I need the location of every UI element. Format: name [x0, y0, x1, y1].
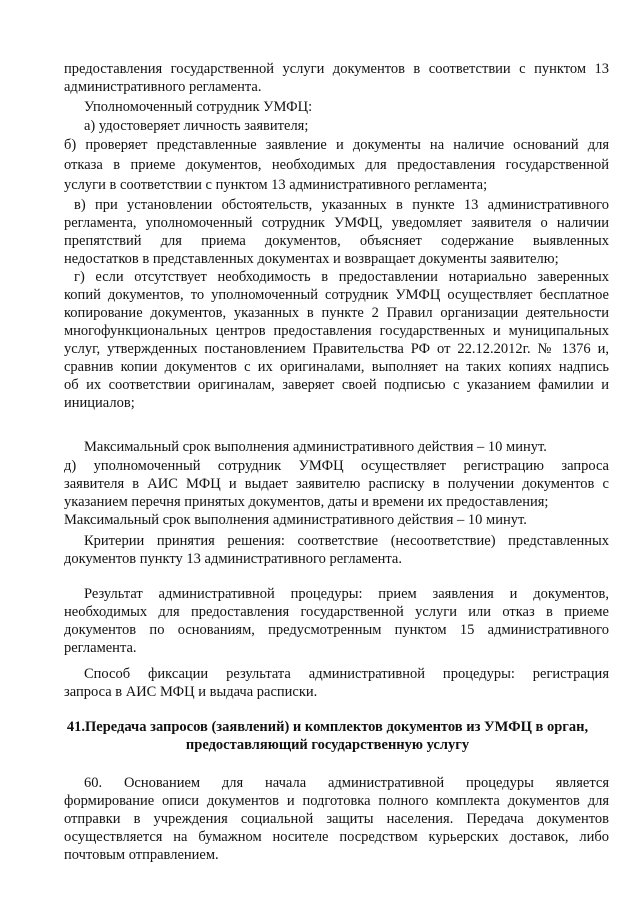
text-line: г) если отсутствует необходимость в предоставлении нотариально заверенных [74, 269, 609, 285]
text-line: формирование описи документов и подготовка полного комплекта документов для [64, 793, 609, 809]
text-line: Максимальный срок выполнения административного действия – 10 минут. [64, 512, 527, 528]
text-line: указанием перечня принятых документов, даты и времени их предоставления; [64, 494, 549, 510]
text-line: необходимых для предоставления государственной услуги или отказ в приеме [64, 604, 609, 620]
text-line: копий документов, то уполномоченный сотрудник УМФЦ осуществляет бесплатное [64, 287, 609, 303]
text-line: документов по основаниям, предусмотренным пунктом 15 административного [64, 622, 609, 638]
text-line: б) проверяет представленные заявление и документы на наличие оснований для [64, 137, 609, 153]
text-line: в) при установлении обстоятельств, указанных в пункте 13 административного [74, 197, 609, 213]
text-line: 60. Основанием для начала административной процедуры является [84, 775, 609, 791]
text-line: инициалов; [64, 395, 135, 411]
text-line: документов пункту 13 административного регламента. [64, 551, 402, 567]
text-line: осуществляется на бумажном носителе посредством курьерских доставок, либо [64, 829, 609, 845]
text-line: административного регламента. [64, 79, 262, 95]
text-line: об их соответствии оригиналам, заверяет своей подписью с указанием фамилии и [64, 377, 609, 393]
text-line: препятствий для приема документов, объясняет содержание выявленных [64, 233, 609, 249]
section-heading-line: 41.Передача запросов (заявлений) и комплектов документов из УМФЦ в орган, [66, 719, 589, 735]
text-line: недостатков в представленных документах и возвращает документы заявителю; [64, 251, 559, 267]
text-line: Способ фиксации результата административной процедуры: регистрация [84, 666, 609, 682]
text-line: заявителя в АИС МФЦ и выдает заявителю расписку в получении документов с [64, 476, 609, 492]
text-line: регламента, уполномоченный сотрудник УМФЦ, уведомляет заявителя о наличии [64, 215, 609, 231]
text-line: сравнив копии документов с их оригиналами, выполняет на таких копиях надпись [64, 359, 609, 375]
text-line: запроса в АИС МФЦ и выдача расписки. [64, 684, 318, 700]
text-line: д) уполномоченный сотрудник УМФЦ осуществляет регистрацию запроса [64, 458, 609, 474]
text-line: предоставления государственной услуги документов в соответствии с пунктом 13 [64, 61, 609, 77]
text-line: Критерии принятия решения: соответствие (несоответствие) представленных [84, 533, 609, 549]
section-heading-line: предоставляющий государственную услугу [185, 737, 470, 753]
text-line: почтовым отправлением. [64, 847, 219, 863]
text-line: отказа в приеме документов, необходимых для предоставления государственной [64, 157, 609, 173]
text-line: а) удостоверяет личность заявителя; [84, 118, 309, 134]
text-line: копирование документов, указанных в пункте 2 Правил организации деятельности [64, 305, 609, 321]
text-line: услуг, утвержденных постановлением Правительства РФ от 22.12.2012г. № 1376 и, [64, 341, 609, 357]
text-line: отправки в учреждения социальной защиты населения. Передача документов [64, 811, 609, 827]
text-line: многофункциональных центров предоставления государственных и муниципальных [64, 323, 609, 339]
text-line: Уполномоченный сотрудник УМФЦ: [84, 99, 313, 115]
text-line: регламента. [64, 640, 137, 656]
text-line: услуги в соответствии с пунктом 13 административного регламента; [64, 177, 488, 193]
text-line: Результат административной процедуры: прием заявления и документов, [84, 586, 609, 602]
text-line: Максимальный срок выполнения административного действия – 10 минут. [84, 439, 547, 455]
